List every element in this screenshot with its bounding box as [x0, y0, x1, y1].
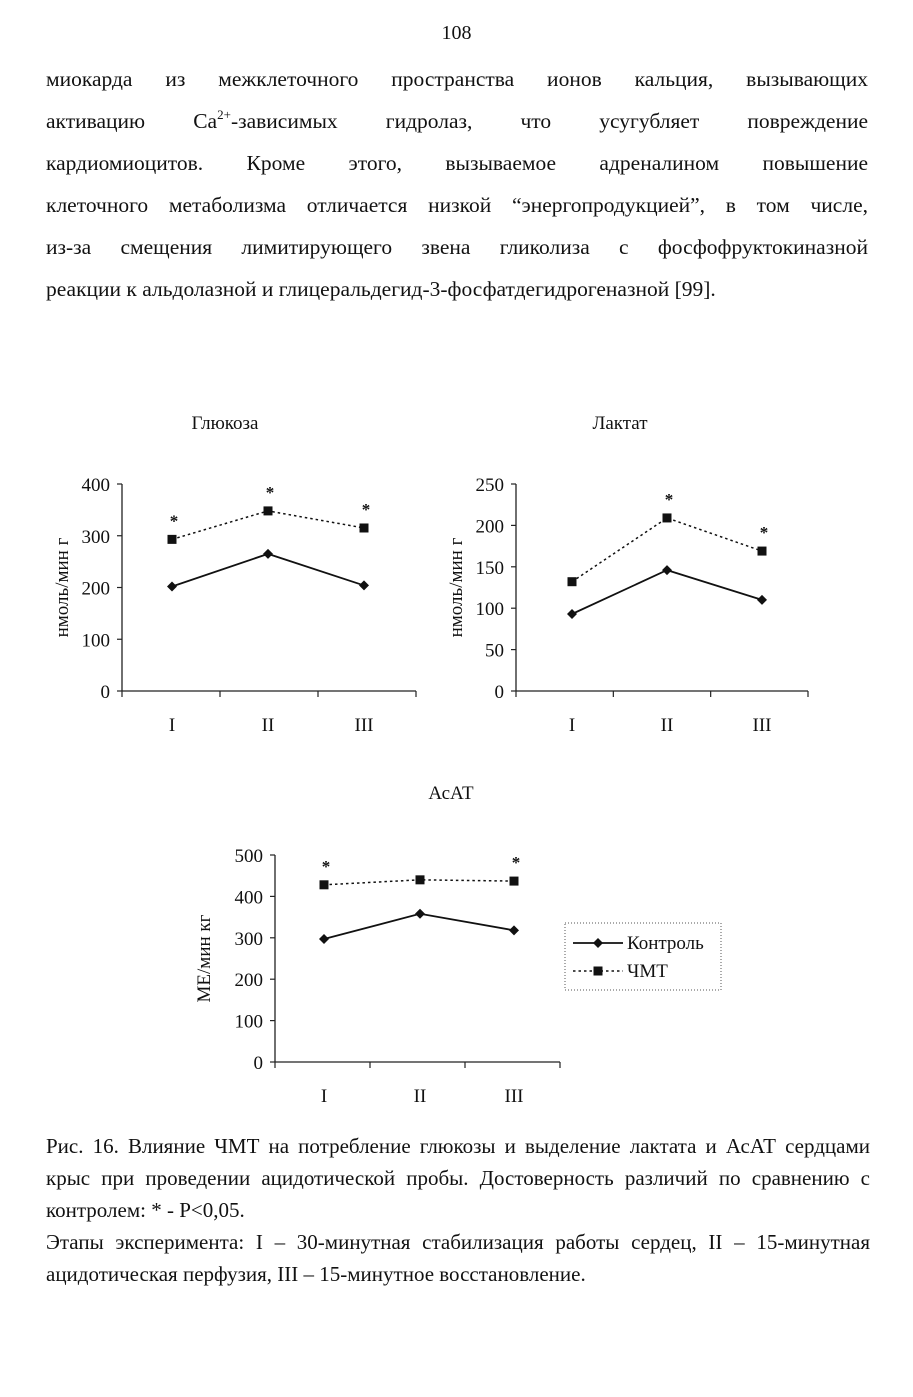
y-tick-label: 150	[475, 557, 504, 579]
x-tick-label: I	[320, 1086, 328, 1107]
point-control	[757, 595, 767, 605]
y-tick-label: 100	[81, 630, 110, 652]
point-tbi	[416, 875, 425, 884]
page-number: 108	[441, 22, 472, 44]
chart-title-lactate: Лактат	[592, 413, 648, 434]
significance-marker: *	[169, 511, 179, 531]
point-control	[662, 565, 672, 575]
legend-label-control: Контроль	[627, 933, 704, 954]
y-tick-label: 100	[234, 1011, 263, 1033]
significance-marker: *	[265, 482, 275, 502]
legend-label-tbi: ЧМТ	[627, 961, 668, 982]
point-tbi	[360, 523, 369, 532]
significance-marker: *	[321, 856, 331, 876]
x-tick-label: I	[568, 715, 576, 736]
point-control	[359, 580, 369, 590]
point-tbi	[568, 577, 577, 586]
y-tick-label: 0	[253, 1053, 263, 1074]
significance-marker: *	[361, 499, 371, 519]
text-line: реакции к альдолазной и глицеральдегид-3-фосфатдегидрогеназной [99].	[46, 277, 716, 301]
significance-marker: *	[511, 853, 521, 873]
y-tick-label: 50	[485, 640, 504, 662]
x-tick-label: II	[413, 1086, 427, 1107]
caption-para-2: Этапы эксперимента: I – 30-минутная стабилизация работы сердец, II – 15-минутная ацидотическая перфузия, III – 15-минутное восстановление.	[46, 1230, 870, 1286]
x-tick-label: III	[504, 1086, 524, 1107]
y-tick-label: 100	[475, 599, 504, 621]
text-line: из-за смещения лимитирующего звена гликолиза с фосфофруктокиназной	[46, 235, 868, 259]
text-line: миокарда из межклеточного пространства ионов кальция, вызывающих	[46, 67, 868, 91]
significance-marker: *	[759, 523, 769, 543]
y-tick-label: 200	[81, 578, 110, 600]
point-tbi	[320, 880, 329, 889]
y-tick-label: 400	[234, 887, 263, 909]
significance-marker: *	[664, 489, 674, 509]
point-control	[567, 609, 577, 619]
point-control	[509, 925, 519, 935]
y-tick-label: 0	[494, 682, 504, 703]
y-tick-label: 300	[234, 928, 263, 950]
charge-superscript: 2+	[217, 107, 231, 122]
ca-text: активацию Ca	[46, 109, 218, 133]
y-axis-label: нмоль/мин г	[446, 537, 467, 638]
y-tick-label: 200	[234, 970, 263, 992]
y-tick-label: 400	[81, 475, 110, 496]
point-control	[319, 934, 329, 944]
legend-marker-control	[593, 938, 603, 948]
chart-title-glucose: Глюкоза	[191, 413, 259, 434]
y-axis-label: МЕ/мин кг	[194, 914, 215, 1003]
y-tick-label: 300	[81, 526, 110, 548]
point-tbi	[510, 877, 519, 886]
text-line: кардиомиоцитов. Кроме этого, вызываемое адреналином повышение	[46, 151, 868, 175]
point-tbi	[663, 513, 672, 522]
point-control	[167, 581, 177, 591]
y-tick-label: 200	[475, 516, 504, 538]
caption-para-1: Рис. 16. Влияние ЧМТ на потребление глюкозы и выделение лактата и АсАТ сердцами крыс при проведении ацидотической пробы. Достоверность различий по сравнению с контролем: * - Р<0,05.	[46, 1134, 870, 1222]
chart-title-asat: АсАТ	[428, 783, 474, 804]
line-rest: -зависимых гидролаз, что усугубляет повреждение	[230, 109, 868, 133]
series-line-control	[572, 570, 762, 614]
x-tick-label: III	[752, 715, 772, 736]
x-tick-label: II	[261, 715, 275, 736]
x-tick-label: III	[354, 715, 374, 736]
x-tick-label: I	[168, 715, 176, 736]
text-line: клеточного метаболизма отличается низкой “энергопродукцией”, в том числе,	[46, 193, 868, 217]
y-axis-label: нмоль/мин г	[52, 537, 73, 638]
point-tbi	[264, 506, 273, 515]
y-tick-label: 250	[475, 475, 504, 496]
legend-marker-tbi	[594, 967, 603, 976]
x-tick-label: II	[660, 715, 674, 736]
y-tick-label: 500	[234, 846, 263, 867]
point-control	[415, 909, 425, 919]
figure-caption	[46, 1130, 870, 1290]
point-tbi	[168, 535, 177, 544]
y-tick-label: 0	[100, 682, 110, 703]
point-control	[263, 549, 273, 559]
point-tbi	[758, 547, 767, 556]
